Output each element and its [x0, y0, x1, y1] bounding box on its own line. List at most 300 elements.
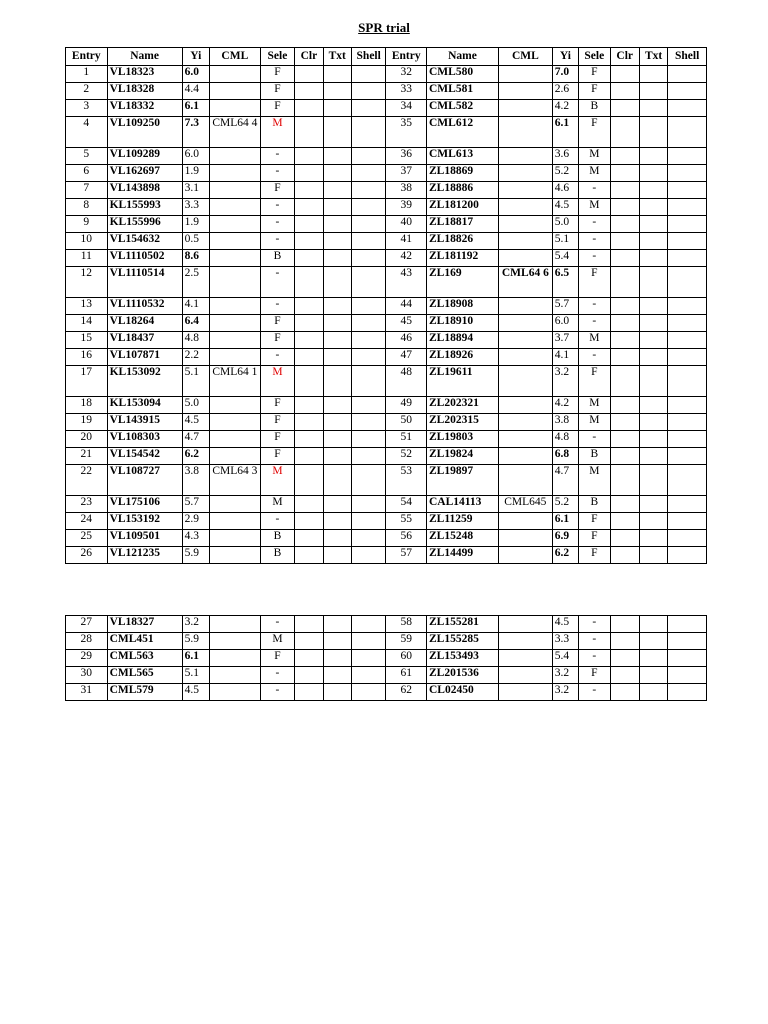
selection-cell: -	[579, 250, 610, 267]
entry-cell: 30	[66, 667, 108, 684]
clr-cell	[610, 117, 639, 148]
name-cell: ZL19824	[426, 448, 498, 465]
entry-cell: 11	[66, 250, 108, 267]
cml-cell	[210, 684, 261, 701]
shell-cell	[668, 633, 707, 650]
selection-cell: M	[579, 414, 610, 431]
table-row	[66, 66, 707, 83]
clr-cell	[610, 366, 639, 397]
selection-cell: F	[579, 366, 610, 397]
table-row	[66, 199, 707, 216]
clr-cell	[610, 547, 639, 564]
yield-cell: 6.1	[182, 650, 209, 667]
shell-cell	[351, 349, 385, 366]
shell-cell	[351, 148, 385, 165]
name-cell: VL107871	[107, 349, 182, 366]
selection-cell: -	[579, 684, 610, 701]
table-row	[66, 332, 707, 349]
cml-cell	[498, 616, 552, 633]
shell-cell	[351, 117, 385, 148]
shell-cell	[668, 496, 707, 513]
txt-cell	[639, 547, 667, 564]
yield-cell: 5.1	[182, 667, 209, 684]
name-cell: VL18264	[107, 315, 182, 332]
cml-cell	[210, 100, 261, 117]
table-body	[66, 616, 707, 701]
txt-cell	[323, 465, 351, 496]
clr-cell	[610, 148, 639, 165]
shell-cell	[351, 315, 385, 332]
clr-cell	[295, 199, 323, 216]
cml-cell	[498, 182, 552, 199]
shell-cell	[351, 332, 385, 349]
clr-cell	[610, 448, 639, 465]
trial-table-continued	[65, 615, 707, 701]
selection-cell: M	[579, 199, 610, 216]
txt-cell	[639, 250, 667, 267]
header-cml-right: CML	[498, 48, 552, 66]
cml-cell	[498, 349, 552, 366]
shell-cell	[351, 199, 385, 216]
clr-cell	[610, 165, 639, 182]
entry-cell: 4	[66, 117, 108, 148]
clr-cell	[295, 100, 323, 117]
clr-cell	[295, 366, 323, 397]
cml-cell	[498, 83, 552, 100]
header-sele-right: Sele	[579, 48, 610, 66]
txt-cell	[639, 513, 667, 530]
shell-cell	[668, 267, 707, 298]
header-txt-right: Txt	[639, 48, 667, 66]
selection-cell: F	[579, 117, 610, 148]
shell-cell	[351, 633, 385, 650]
yield-cell: 2.9	[182, 513, 209, 530]
entry-cell: 56	[386, 530, 427, 547]
yield-cell: 4.4	[182, 83, 209, 100]
selection-cell: F	[260, 650, 294, 667]
clr-cell	[610, 298, 639, 315]
yield-cell: 6.0	[182, 66, 209, 83]
entry-cell: 48	[386, 366, 427, 397]
txt-cell	[323, 667, 351, 684]
clr-cell	[295, 148, 323, 165]
entry-cell: 24	[66, 513, 108, 530]
selection-cell: F	[260, 182, 294, 199]
clr-cell	[295, 414, 323, 431]
clr-cell	[295, 448, 323, 465]
cml-cell	[210, 650, 261, 667]
clr-cell	[295, 684, 323, 701]
entry-cell: 37	[386, 165, 427, 182]
selection-cell: -	[260, 684, 294, 701]
name-cell: ZL169	[426, 267, 498, 298]
header-clr-right: Clr	[610, 48, 639, 66]
yield-cell: 4.1	[182, 298, 209, 315]
selection-cell: F	[260, 448, 294, 465]
name-cell: VL162697	[107, 165, 182, 182]
clr-cell	[295, 165, 323, 182]
cml-cell	[498, 414, 552, 431]
clr-cell	[610, 315, 639, 332]
yield-cell: 6.4	[182, 315, 209, 332]
clr-cell	[610, 349, 639, 366]
entry-cell: 2	[66, 83, 108, 100]
table-row	[66, 650, 707, 667]
shell-cell	[668, 684, 707, 701]
txt-cell	[323, 448, 351, 465]
entry-cell: 1	[66, 66, 108, 83]
shell-cell	[351, 465, 385, 496]
txt-cell	[323, 100, 351, 117]
yield-cell: 6.2	[182, 448, 209, 465]
cml-cell: CML64 4	[210, 117, 261, 148]
yield-cell: 4.3	[182, 530, 209, 547]
cml-cell	[498, 684, 552, 701]
yield-cell: 5.9	[182, 547, 209, 564]
table-row	[66, 633, 707, 650]
entry-cell: 27	[66, 616, 108, 633]
shell-cell	[668, 199, 707, 216]
selection-cell: -	[260, 199, 294, 216]
cml-cell: CML64 3	[210, 465, 261, 496]
selection-cell: F	[260, 431, 294, 448]
clr-cell	[610, 684, 639, 701]
table-row	[66, 267, 707, 298]
shell-cell	[668, 216, 707, 233]
selection-cell: B	[260, 530, 294, 547]
txt-cell	[323, 633, 351, 650]
txt-cell	[323, 684, 351, 701]
entry-cell: 51	[386, 431, 427, 448]
name-cell: ZL181192	[426, 250, 498, 267]
txt-cell	[639, 315, 667, 332]
shell-cell	[351, 233, 385, 250]
txt-cell	[639, 650, 667, 667]
cml-cell	[210, 616, 261, 633]
clr-cell	[295, 182, 323, 199]
entry-cell: 50	[386, 414, 427, 431]
table-row	[66, 448, 707, 465]
yield-cell: 4.5	[182, 414, 209, 431]
clr-cell	[295, 530, 323, 547]
shell-cell	[351, 530, 385, 547]
selection-cell: F	[260, 332, 294, 349]
table-row	[66, 366, 707, 397]
selection-cell: -	[579, 349, 610, 366]
selection-cell: -	[260, 349, 294, 366]
header-yi-left: Yi	[182, 48, 209, 66]
cml-cell	[210, 633, 261, 650]
cml-cell	[210, 199, 261, 216]
yield-cell: 4.2	[552, 397, 578, 414]
entry-cell: 20	[66, 431, 108, 448]
entry-cell: 55	[386, 513, 427, 530]
name-cell: ZL15248	[426, 530, 498, 547]
txt-cell	[639, 431, 667, 448]
cml-cell	[210, 66, 261, 83]
txt-cell	[323, 650, 351, 667]
shell-cell	[668, 465, 707, 496]
txt-cell	[639, 100, 667, 117]
header-shell-left: Shell	[351, 48, 385, 66]
header-name-right: Name	[426, 48, 498, 66]
selection-cell: -	[579, 616, 610, 633]
header-yi-right: Yi	[552, 48, 578, 66]
shell-cell	[668, 530, 707, 547]
yield-cell: 6.8	[552, 448, 578, 465]
entry-cell: 60	[386, 650, 427, 667]
cml-cell: CML645	[498, 496, 552, 513]
clr-cell	[295, 298, 323, 315]
selection-cell: -	[579, 216, 610, 233]
yield-cell: 4.8	[552, 431, 578, 448]
clr-cell	[295, 667, 323, 684]
entry-cell: 36	[386, 148, 427, 165]
cml-cell	[498, 216, 552, 233]
txt-cell	[323, 83, 351, 100]
entry-cell: 19	[66, 414, 108, 431]
name-cell: CML612	[426, 117, 498, 148]
header-shell-right: Shell	[668, 48, 707, 66]
entry-cell: 39	[386, 199, 427, 216]
table-row	[66, 182, 707, 199]
entry-cell: 10	[66, 233, 108, 250]
name-cell: ZL19897	[426, 465, 498, 496]
table-row	[66, 667, 707, 684]
cml-cell	[210, 233, 261, 250]
yield-cell: 8.6	[182, 250, 209, 267]
name-cell: VL108303	[107, 431, 182, 448]
name-cell: CL02450	[426, 684, 498, 701]
entry-cell: 58	[386, 616, 427, 633]
txt-cell	[323, 496, 351, 513]
entry-cell: 25	[66, 530, 108, 547]
entry-cell: 29	[66, 650, 108, 667]
cml-cell: CML64 1	[210, 366, 261, 397]
table-row	[66, 414, 707, 431]
shell-cell	[668, 165, 707, 182]
shell-cell	[668, 349, 707, 366]
selection-cell: B	[260, 250, 294, 267]
entry-cell: 9	[66, 216, 108, 233]
cml-cell	[498, 397, 552, 414]
entry-cell: 41	[386, 233, 427, 250]
yield-cell: 5.4	[552, 250, 578, 267]
clr-cell	[610, 465, 639, 496]
page-title: SPR trial	[358, 20, 410, 35]
cml-cell	[210, 315, 261, 332]
clr-cell	[610, 650, 639, 667]
txt-cell	[639, 117, 667, 148]
cml-cell	[498, 233, 552, 250]
name-cell: VL18327	[107, 616, 182, 633]
yield-cell: 5.7	[552, 298, 578, 315]
shell-cell	[351, 83, 385, 100]
entry-cell: 15	[66, 332, 108, 349]
clr-cell	[295, 117, 323, 148]
shell-cell	[351, 650, 385, 667]
entry-cell: 35	[386, 117, 427, 148]
name-cell: CML565	[107, 667, 182, 684]
selection-cell: F	[260, 83, 294, 100]
cml-cell	[498, 250, 552, 267]
txt-cell	[639, 667, 667, 684]
name-cell: VL1110532	[107, 298, 182, 315]
table-body	[66, 66, 707, 564]
shell-cell	[351, 66, 385, 83]
selection-cell: M	[260, 496, 294, 513]
txt-cell	[639, 332, 667, 349]
cml-cell	[210, 547, 261, 564]
name-cell: CAL14113	[426, 496, 498, 513]
shell-cell	[668, 298, 707, 315]
entry-cell: 46	[386, 332, 427, 349]
selection-cell: M	[579, 148, 610, 165]
entry-cell: 16	[66, 349, 108, 366]
name-cell: ZL11259	[426, 513, 498, 530]
txt-cell	[323, 66, 351, 83]
name-cell: ZL18910	[426, 315, 498, 332]
table-row	[66, 349, 707, 366]
entry-cell: 8	[66, 199, 108, 216]
yield-cell: 5.7	[182, 496, 209, 513]
table-row	[66, 465, 707, 496]
txt-cell	[323, 397, 351, 414]
yield-cell: 0.5	[182, 233, 209, 250]
txt-cell	[323, 148, 351, 165]
txt-cell	[323, 414, 351, 431]
txt-cell	[639, 448, 667, 465]
selection-cell: -	[260, 165, 294, 182]
name-cell: ZL181200	[426, 199, 498, 216]
table-row	[66, 233, 707, 250]
yield-cell: 2.6	[552, 83, 578, 100]
entry-cell: 21	[66, 448, 108, 465]
txt-cell	[323, 349, 351, 366]
selection-cell: B	[579, 100, 610, 117]
name-cell: ZL155285	[426, 633, 498, 650]
clr-cell	[295, 83, 323, 100]
shell-cell	[668, 414, 707, 431]
txt-cell	[639, 216, 667, 233]
txt-cell	[639, 165, 667, 182]
txt-cell	[323, 267, 351, 298]
yield-cell: 5.9	[182, 633, 209, 650]
clr-cell	[295, 513, 323, 530]
shell-cell	[351, 448, 385, 465]
name-cell: ZL18908	[426, 298, 498, 315]
name-cell: ZL18817	[426, 216, 498, 233]
yield-cell: 3.2	[552, 684, 578, 701]
txt-cell	[639, 233, 667, 250]
shell-cell	[351, 100, 385, 117]
txt-cell	[323, 315, 351, 332]
selection-cell: -	[579, 233, 610, 250]
entry-cell: 18	[66, 397, 108, 414]
selection-cell: M	[579, 465, 610, 496]
entry-cell: 13	[66, 298, 108, 315]
yield-cell: 5.0	[182, 397, 209, 414]
name-cell: VL109501	[107, 530, 182, 547]
selection-cell: F	[260, 414, 294, 431]
txt-cell	[639, 366, 667, 397]
yield-cell: 5.1	[552, 233, 578, 250]
name-cell: KL155993	[107, 199, 182, 216]
entry-cell: 45	[386, 315, 427, 332]
cml-cell	[210, 250, 261, 267]
cml-cell	[498, 366, 552, 397]
name-cell: ZL18894	[426, 332, 498, 349]
cml-cell	[498, 633, 552, 650]
entry-cell: 33	[386, 83, 427, 100]
txt-cell	[639, 182, 667, 199]
name-cell: VL18323	[107, 66, 182, 83]
txt-cell	[639, 83, 667, 100]
shell-cell	[351, 414, 385, 431]
shell-cell	[668, 182, 707, 199]
clr-cell	[610, 513, 639, 530]
name-cell: VL18328	[107, 83, 182, 100]
yield-cell: 6.2	[552, 547, 578, 564]
entry-cell: 54	[386, 496, 427, 513]
selection-cell: M	[579, 397, 610, 414]
selection-cell: M	[260, 366, 294, 397]
header-sele-left: Sele	[260, 48, 294, 66]
selection-cell: -	[579, 298, 610, 315]
cml-cell	[498, 431, 552, 448]
txt-cell	[323, 216, 351, 233]
name-cell: ZL19803	[426, 431, 498, 448]
shell-cell	[351, 616, 385, 633]
entry-cell: 61	[386, 667, 427, 684]
selection-cell: F	[579, 667, 610, 684]
name-cell: ZL202321	[426, 397, 498, 414]
cml-cell	[210, 431, 261, 448]
entry-cell: 7	[66, 182, 108, 199]
shell-cell	[351, 547, 385, 564]
cml-cell	[210, 496, 261, 513]
selection-cell: -	[579, 633, 610, 650]
txt-cell	[639, 633, 667, 650]
selection-cell: B	[579, 496, 610, 513]
table-row	[66, 250, 707, 267]
cml-cell	[498, 165, 552, 182]
entry-cell: 14	[66, 315, 108, 332]
shell-cell	[668, 117, 707, 148]
yield-cell: 7.0	[552, 66, 578, 83]
cml-cell	[210, 513, 261, 530]
txt-cell	[323, 616, 351, 633]
selection-cell: F	[260, 397, 294, 414]
yield-cell: 3.7	[552, 332, 578, 349]
name-cell: ZL18886	[426, 182, 498, 199]
clr-cell	[610, 250, 639, 267]
table-row	[66, 315, 707, 332]
shell-cell	[351, 267, 385, 298]
name-cell: VL109250	[107, 117, 182, 148]
selection-cell: -	[260, 667, 294, 684]
entry-cell: 43	[386, 267, 427, 298]
cml-cell	[210, 332, 261, 349]
txt-cell	[323, 182, 351, 199]
table-row	[66, 513, 707, 530]
clr-cell	[610, 667, 639, 684]
shell-cell	[668, 431, 707, 448]
table-row	[66, 216, 707, 233]
entry-cell: 17	[66, 366, 108, 397]
name-cell: KL155996	[107, 216, 182, 233]
cml-cell	[210, 349, 261, 366]
